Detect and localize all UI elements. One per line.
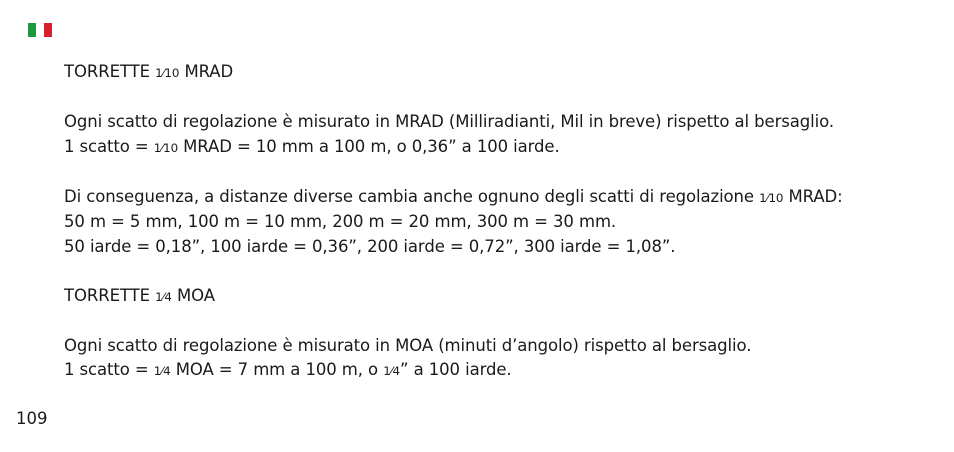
paragraph-line [64, 135, 924, 161]
fraction: 1⁄10 [153, 140, 179, 155]
text-run: MRAD [179, 62, 234, 81]
text-run: 1 scatto = [64, 136, 154, 156]
section-heading [64, 60, 924, 86]
flag-stripe-red [44, 23, 52, 37]
text-run: 1 scatto = [64, 360, 154, 379]
text-run: Ogni scatto di regolazione è misurato in MOA (minuti d’angolo) rispetto al bersaglio. [64, 335, 752, 355]
fraction: 1⁄4 [153, 364, 171, 378]
paragraph-line [64, 110, 924, 135]
text-run: MOA [171, 285, 215, 305]
flag-stripe-green [28, 23, 36, 37]
page-number: 109 [16, 409, 48, 428]
text-run: 50 iarde = 0,18”, 100 iarde = 0,36”, 200 iarde = 0,72”, 300 iarde = 1,08”. [64, 236, 676, 256]
fraction: 1⁄4 [155, 289, 172, 304]
text-run: 50 m = 5 mm, 100 m = 10 mm, 200 m = 20 mm, 300 m = 30 mm. [64, 212, 617, 231]
text-run: MRAD: [783, 186, 843, 206]
paragraph-line [64, 185, 924, 211]
section-heading [64, 284, 924, 310]
flag-stripe-white [36, 23, 44, 37]
paragraph-line [64, 210, 924, 235]
fraction: 1⁄10 [155, 66, 180, 80]
fraction: 1⁄4 [383, 364, 400, 378]
text-run: TORRETTE [64, 285, 156, 305]
text-run: Ogni scatto di regolazione è misurato in MRAD (Milliradianti, Mil in breve) rispetto al bersaglio. [64, 112, 834, 131]
blank-line [64, 309, 924, 334]
text-run: TORRETTE [64, 62, 156, 81]
blank-line [64, 259, 924, 284]
manual-text-body [64, 60, 924, 384]
paragraph-line [64, 334, 924, 359]
paragraph-line [64, 235, 924, 260]
italy-flag-icon [28, 23, 52, 37]
blank-line [64, 86, 924, 111]
blank-line [64, 160, 924, 185]
text-run: MOA = 7 mm a 100 m, o [170, 360, 384, 379]
text-run: Di conseguenza, a distanze diverse cambia anche ognuno degli scatti di regolazione [64, 186, 760, 206]
text-run: MRAD = 10 mm a 100 m, o 0,36” a 100 iarde. [178, 136, 560, 156]
text-run: ” a 100 iarde. [400, 360, 512, 379]
paragraph-line [64, 358, 924, 384]
fraction: 1⁄10 [759, 190, 784, 205]
